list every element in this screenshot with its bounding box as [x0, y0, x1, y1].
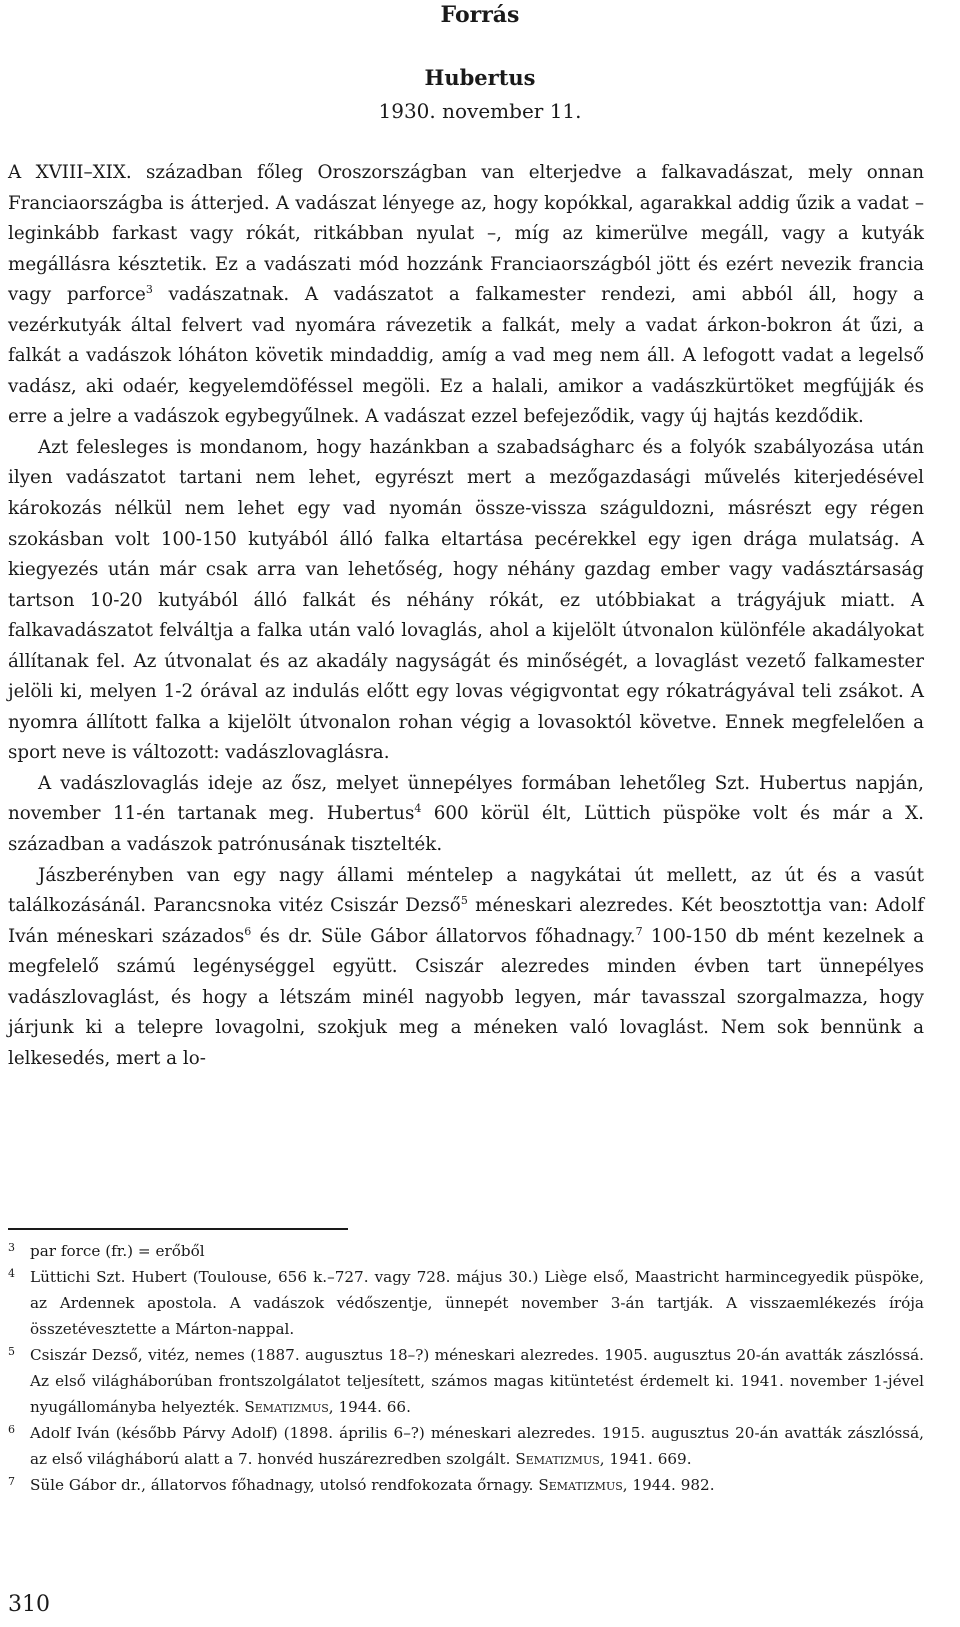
footnote-divider	[8, 1228, 348, 1230]
footnote-ref-7: 7	[635, 924, 643, 938]
paragraph-2: Azt felesleges is mondanom, hogy hazánkban a szabadságharc és a folyók szabályozása után ilyen vadászatot tartani nem lehet, egyrészt mert a mezőgazdasági művelés kiterjedésével károkozás nélkül nem lehet egy vad nyomán össze-vissza száguldozni, másrészt egy régen szokásban volt 100-150 kutyából álló falka eltartása pecérekkel egy igen drága mulatság. A kiegyezés után már csak arra van lehetőség, hogy néhány gazdag ember vagy vadásztársaság tartson 10-20 kutyából álló falkát és néhány rókát, ez utóbbiakat a trágyájuk miatt. A falkavadászatot felváltja a falka után való lovaglás, ahol a kijelölt útvonalon különféle akadályokat állítanak fel. Az útvonalat és az akadály nagyságát és minőségét, a lovaglást vezető falkamester jelöli ki, melyen 1-2 órával az indulás előtt egy lovas végigvontat egy rókatrágyával teli zsákot. A nyomra állított falka a kijelölt útvonalon rohan végig a lovasoktól követve. Ennek megfelelően a sport neve is változott: vadászlovaglásra.	[8, 436, 924, 764]
footnote-ref-6: 6	[244, 924, 252, 938]
paragraph-4-text-b: méneskari alezredes. Két beosztottja van: Adolf Iván méneskari százados	[8, 895, 924, 947]
footnote-text: Lüttichi Szt. Hubert (Toulouse, 656 k.–727. vagy 728. május 30.) Liège első, Maastricht harmincegyedik püspöke, az Ardennek apostola. A vadászok védőszentje, ünnepét november 3-án tartják. A visszaemlékezés írója összetévesztette a Márton-nappal.	[30, 1268, 924, 1338]
footnote-text: Csiszár Dezső, vitéz, nemes (1887. augusztus 18–?) méneskari alezredes. 1905. augusztus 20-án avatták zászlóssá. Az első világháborúban frontszolgálatot teljesített, számos magas kitüntetést érdemelt ki. 1941. november 1-jével nyugállományba helyezték.	[30, 1346, 924, 1416]
footnote-number: 7	[8, 1475, 15, 1488]
paragraph-1-text-b: vadászatnak. A vadászatot a falkamester rendezi, ami abból áll, hogy a vezérkutyák által felvert vad nyomára rávezetik a falkát, mely a vadat árkon-bokron át űzi, a falkát a vadászok lóháton követik mindaddig, amíg a vad meg nem áll. A lefogott vadat a legelső vadász, aki odaér, kegyelemdöféssel megöli. Ez a halali, amikor a vadászkürtöket megfújják és erre a jelre a vadászok egybegyűlnek. A vadászat ezzel befejeződik, vagy új hajtás kezdődik.	[8, 284, 924, 428]
footnote-number: 4	[8, 1267, 15, 1280]
article-title: Hubertus	[424, 65, 536, 90]
paragraph-1	[8, 158, 924, 433]
footnote-source: Sematizmus	[538, 1476, 623, 1494]
footnote-number: 3	[8, 1241, 15, 1254]
footnotes	[8, 1238, 924, 1498]
paragraph-4-text-a: Jászberényben van egy nagy állami méntelep a nagykátai út mellett, az út és a vasút találkozásánál. Parancsnoka vitéz Csiszár Dezső	[8, 864, 924, 917]
footnote-4	[8, 1264, 924, 1342]
footnote-ref-3: 3	[145, 283, 153, 297]
paragraph-4-text-c: és dr. Süle Gábor állatorvos főhadnagy.	[251, 925, 636, 947]
page-number: 310	[8, 1592, 50, 1617]
footnote-text: Süle Gábor dr., állatorvos főhadnagy, utolsó rendfokozata őrnagy.	[30, 1476, 539, 1494]
footnote-source-detail: , 1941. 669.	[599, 1450, 692, 1468]
footnote-source: Sematizmus	[515, 1450, 600, 1468]
paragraph-1-text-a: A XVIII–XIX. században főleg Oroszországban van elterjedve a falkavadászat, mely onnan Franciaországba is átterjed. A vadászat lényege az, hogy kopókkal, agarakkal addig űzik a vadat – leginkább farkast vagy rókát, ritkábban nyulat –, míg az kimerülve megáll, vagy a kutyák megállásra késztetik. Ez a vadászati mód hozzánk Franciaországból jött és ezért nevezik francia vagy parforce	[8, 162, 924, 306]
body-text	[8, 158, 924, 1074]
footnote-text: Adolf Iván (később Párvy Adolf) (1898. április 6–?) méneskari alezredes. 1915. augusztus 20-án avatták zászlóssá, az első világháború alatt a 7. honvéd huszárezredben szolgált.	[30, 1424, 924, 1468]
footnote-5	[8, 1342, 924, 1420]
paragraph-3-text-b: 600 körül élt, Lüttich püspöke volt és már a X. században a vadászok patrónusának tisztelték.	[8, 803, 924, 856]
footnote-7	[8, 1472, 924, 1498]
footnote-ref-5: 5	[460, 894, 468, 908]
paragraph-4	[8, 861, 924, 1075]
footnote-source-detail: , 1944. 982.	[622, 1476, 715, 1494]
footnote-number: 5	[8, 1345, 15, 1358]
paragraph-3	[8, 769, 924, 861]
running-head: Forrás	[440, 2, 520, 28]
footnote-number: 6	[8, 1423, 15, 1436]
footnote-source-detail: , 1944. 66.	[328, 1398, 411, 1416]
article-date: 1930. november 11.	[378, 99, 582, 123]
footnote-6	[8, 1420, 924, 1472]
footnote-3	[8, 1238, 924, 1264]
paragraph-3-text-a: A vadászlovaglás ideje az ősz, melyet ünnepélyes formában lehetőleg Szt. Hubertus napján, november 11-én tartanak meg. Hubertus	[8, 772, 924, 825]
paragraph-4-text-d: 100-150 db mént kezelnek a megfelelő számú legénységgel együtt. Csiszár alezredes minden évben tart ünnepélyes vadászlovaglást, és hogy a létszám minél nagyobb legyen, már tavasszal szorgalmazza, hogy járjunk ki a telepre lovagolni, szokjuk meg a méneken való lovaglást. Nem sok bennünk a lelkesedés, mert a lo-	[8, 925, 924, 1069]
footnote-text: par force (fr.) = erőből	[30, 1242, 205, 1260]
footnote-source: Sematizmus	[244, 1398, 329, 1416]
footnote-ref-4: 4	[414, 802, 422, 816]
